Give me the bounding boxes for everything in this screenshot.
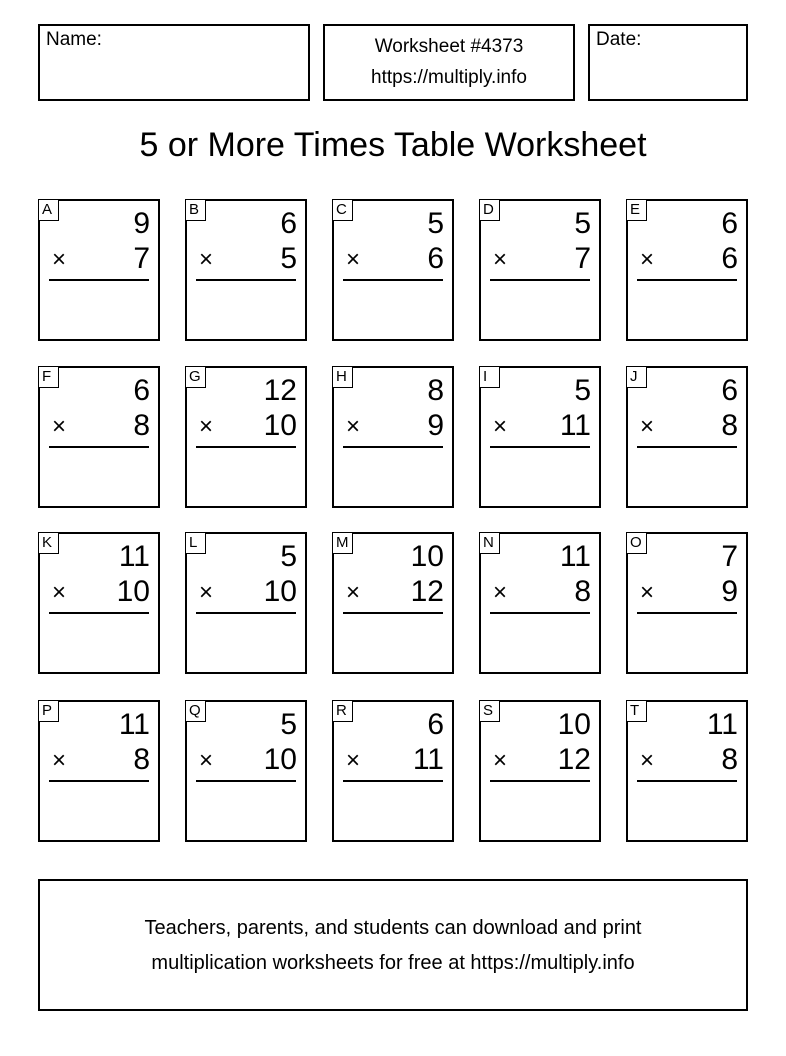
answer-line bbox=[637, 780, 737, 782]
multiplicand: 5 bbox=[574, 374, 591, 407]
multiplier: 7 bbox=[574, 242, 591, 275]
problem-letter: M bbox=[332, 532, 353, 554]
worksheet-id-box bbox=[323, 24, 575, 101]
answer-line bbox=[196, 780, 296, 782]
multiply-sign: × bbox=[346, 579, 361, 606]
problem-card bbox=[185, 199, 307, 341]
problem-letter: D bbox=[479, 199, 500, 221]
answer-line bbox=[637, 279, 737, 281]
multiplicand: 5 bbox=[574, 207, 591, 240]
answer-line bbox=[196, 446, 296, 448]
multiply-sign: × bbox=[52, 579, 67, 606]
answer-line bbox=[343, 279, 443, 281]
multiplier: 8 bbox=[721, 743, 738, 776]
answer-line bbox=[343, 446, 443, 448]
problem-letter: F bbox=[38, 366, 59, 388]
multiply-sign: × bbox=[199, 747, 214, 774]
answer-line bbox=[196, 612, 296, 614]
multiplicand: 11 bbox=[559, 540, 591, 573]
answer-line bbox=[490, 446, 590, 448]
problem-card bbox=[479, 199, 601, 341]
multiplier: 7 bbox=[133, 242, 150, 275]
answer-line bbox=[49, 279, 149, 281]
multiplicand: 10 bbox=[557, 708, 591, 741]
problem-card bbox=[185, 366, 307, 508]
answer-line bbox=[49, 612, 149, 614]
problem-card bbox=[38, 366, 160, 508]
multiplier: 10 bbox=[263, 409, 297, 442]
problem-letter: L bbox=[185, 532, 206, 554]
answer-line bbox=[49, 780, 149, 782]
problem-card bbox=[38, 700, 160, 842]
problem-card bbox=[626, 700, 748, 842]
problem-letter: O bbox=[626, 532, 647, 554]
multiplier: 8 bbox=[721, 409, 738, 442]
problem-card bbox=[332, 700, 454, 842]
multiplicand: 6 bbox=[280, 207, 297, 240]
multiplicand: 10 bbox=[410, 540, 444, 573]
worksheet-number: Worksheet #4373 bbox=[374, 36, 524, 57]
problem-letter: H bbox=[332, 366, 353, 388]
answer-line bbox=[490, 780, 590, 782]
problem-card bbox=[332, 199, 454, 341]
multiply-sign: × bbox=[493, 246, 508, 273]
problem-letter: J bbox=[626, 366, 647, 388]
multiply-sign: × bbox=[52, 413, 67, 440]
problem-card bbox=[479, 532, 601, 674]
multiplicand: 7 bbox=[721, 540, 738, 573]
name-field-box bbox=[38, 24, 310, 101]
date-field-box bbox=[588, 24, 748, 101]
multiplier: 8 bbox=[133, 409, 150, 442]
footer-box bbox=[38, 879, 748, 1011]
answer-line bbox=[196, 279, 296, 281]
worksheet-url: https://multiply.info bbox=[371, 67, 527, 88]
multiplier: 9 bbox=[427, 409, 444, 442]
problem-letter: E bbox=[626, 199, 647, 221]
multiplier: 6 bbox=[427, 242, 444, 275]
problem-card bbox=[626, 532, 748, 674]
multiply-sign: × bbox=[640, 579, 655, 606]
problem-letter: A bbox=[38, 199, 59, 221]
multiplicand: 6 bbox=[721, 374, 738, 407]
problem-card bbox=[626, 366, 748, 508]
problem-letter: S bbox=[479, 700, 500, 722]
multiplier: 9 bbox=[721, 575, 738, 608]
multiplicand: 12 bbox=[263, 374, 297, 407]
problem-letter: T bbox=[626, 700, 647, 722]
name-label: Name: bbox=[46, 29, 102, 50]
problem-letter: B bbox=[185, 199, 206, 221]
multiply-sign: × bbox=[199, 246, 214, 273]
multiplier: 12 bbox=[410, 575, 444, 608]
multiplier: 10 bbox=[263, 575, 297, 608]
answer-line bbox=[490, 279, 590, 281]
multiplicand: 11 bbox=[118, 708, 150, 741]
multiplicand: 5 bbox=[427, 207, 444, 240]
multiply-sign: × bbox=[640, 747, 655, 774]
problem-card bbox=[626, 199, 748, 341]
multiplicand: 5 bbox=[280, 708, 297, 741]
answer-line bbox=[637, 612, 737, 614]
multiplier: 12 bbox=[557, 743, 591, 776]
problem-letter: R bbox=[332, 700, 353, 722]
multiply-sign: × bbox=[640, 246, 655, 273]
answer-line bbox=[490, 612, 590, 614]
multiply-sign: × bbox=[640, 413, 655, 440]
multiply-sign: × bbox=[346, 747, 361, 774]
multiply-sign: × bbox=[493, 579, 508, 606]
multiplier: 8 bbox=[574, 575, 591, 608]
multiplicand: 6 bbox=[133, 374, 150, 407]
footer-line-1: Teachers, parents, and students can download and print bbox=[144, 917, 642, 939]
multiply-sign: × bbox=[346, 246, 361, 273]
multiplicand: 5 bbox=[280, 540, 297, 573]
multiplier: 10 bbox=[263, 743, 297, 776]
answer-line bbox=[343, 612, 443, 614]
problem-card bbox=[38, 199, 160, 341]
multiply-sign: × bbox=[493, 747, 508, 774]
problem-letter: I bbox=[479, 366, 500, 388]
answer-line bbox=[637, 446, 737, 448]
multiplicand: 6 bbox=[721, 207, 738, 240]
problem-card bbox=[479, 366, 601, 508]
problem-card bbox=[38, 532, 160, 674]
multiply-sign: × bbox=[199, 413, 214, 440]
answer-line bbox=[49, 446, 149, 448]
multiplier: 11 bbox=[412, 743, 444, 776]
multiply-sign: × bbox=[493, 413, 508, 440]
page-title: 5 or More Times Table Worksheet bbox=[139, 126, 647, 164]
problem-card bbox=[185, 532, 307, 674]
multiplicand: 6 bbox=[427, 708, 444, 741]
multiply-sign: × bbox=[52, 246, 67, 273]
multiply-sign: × bbox=[199, 579, 214, 606]
footer-line-2: multiplication worksheets for free at https://multiply.info bbox=[151, 952, 635, 974]
problem-card bbox=[479, 700, 601, 842]
multiplicand: 8 bbox=[427, 374, 444, 407]
multiplier: 8 bbox=[133, 743, 150, 776]
problem-card bbox=[332, 532, 454, 674]
problem-letter: G bbox=[185, 366, 206, 388]
problem-letter: Q bbox=[185, 700, 206, 722]
multiplier: 10 bbox=[116, 575, 150, 608]
problem-card bbox=[185, 700, 307, 842]
multiplicand: 11 bbox=[118, 540, 150, 573]
multiplier: 5 bbox=[280, 242, 297, 275]
multiplier: 11 bbox=[559, 409, 591, 442]
multiplicand: 9 bbox=[133, 207, 150, 240]
answer-line bbox=[343, 780, 443, 782]
multiply-sign: × bbox=[346, 413, 361, 440]
problem-card bbox=[332, 366, 454, 508]
problem-letter: N bbox=[479, 532, 500, 554]
multiplicand: 11 bbox=[706, 708, 738, 741]
problem-letter: P bbox=[38, 700, 59, 722]
multiply-sign: × bbox=[52, 747, 67, 774]
multiplier: 6 bbox=[721, 242, 738, 275]
problem-letter: K bbox=[38, 532, 59, 554]
date-label: Date: bbox=[596, 29, 642, 50]
problem-letter: C bbox=[332, 199, 353, 221]
